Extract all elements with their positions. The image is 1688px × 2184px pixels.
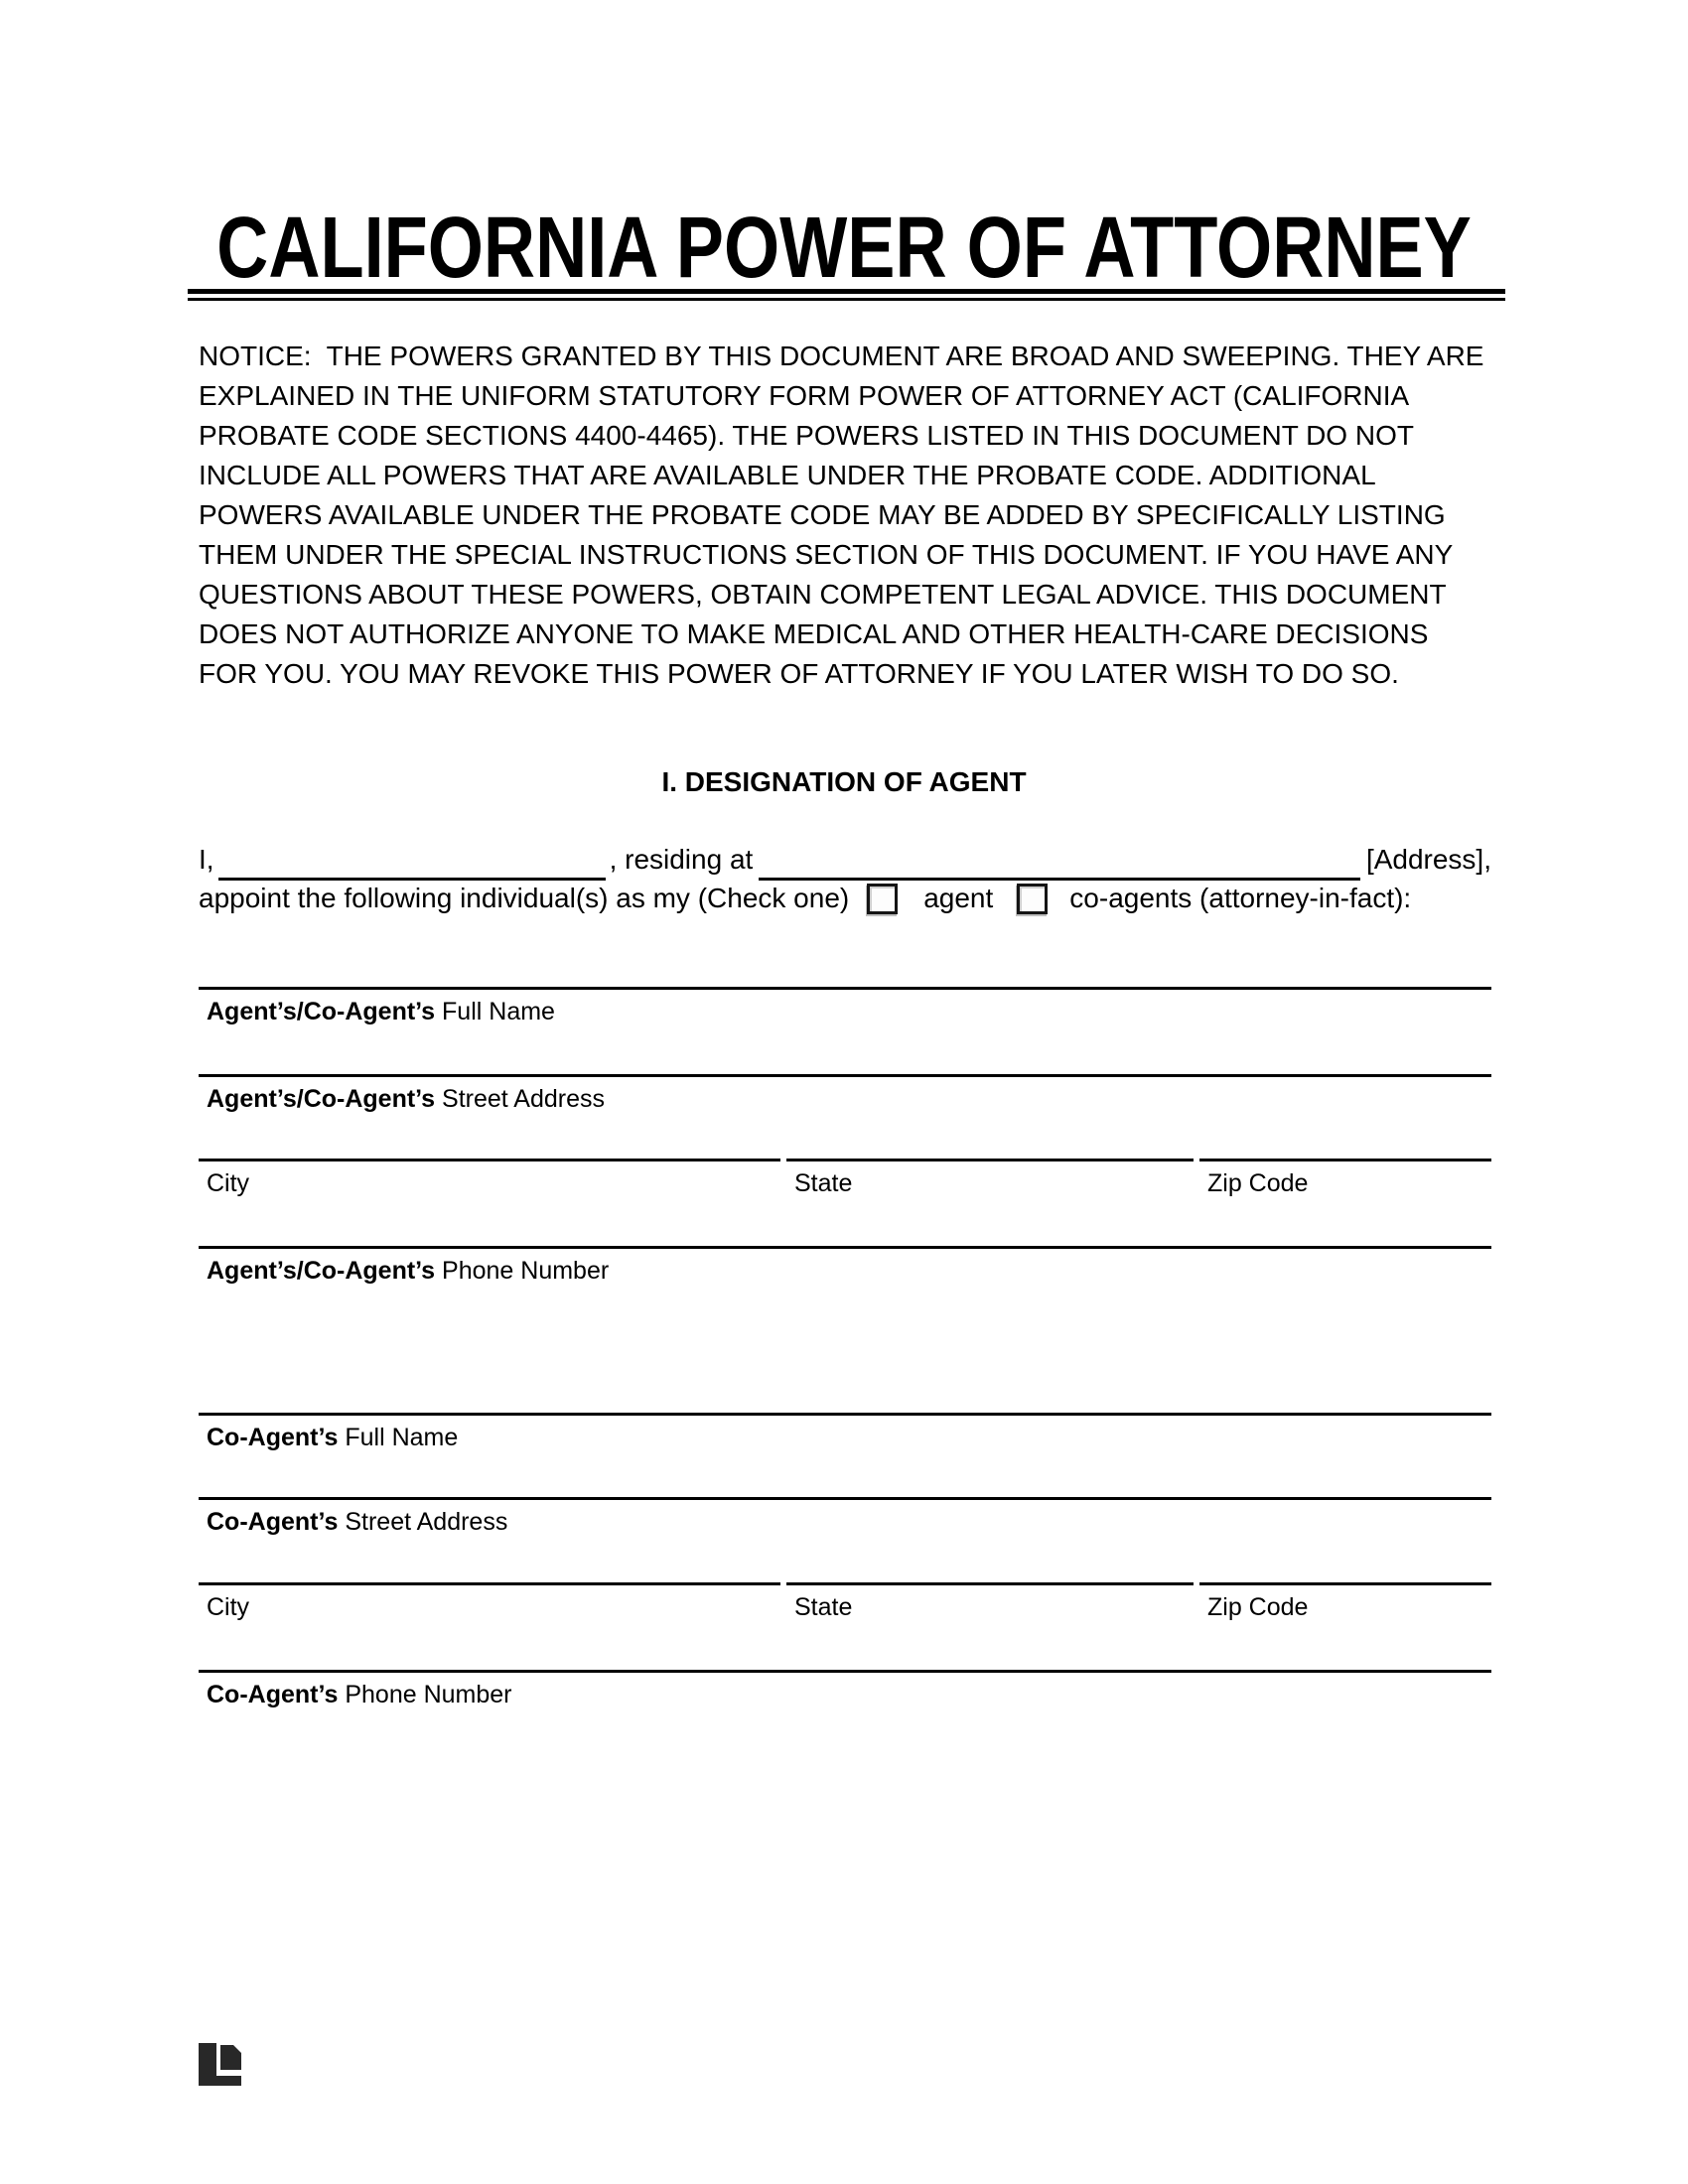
agent-street-address-row bbox=[199, 1074, 1491, 1114]
residing-at-label: , residing at bbox=[609, 844, 754, 875]
notice-line: NOTICE: THE POWERS GRANTED BY THIS DOCUMENT ARE BROAD AND SWEEPING. THEY ARE bbox=[199, 341, 1484, 371]
principal-address-field[interactable] bbox=[759, 839, 1360, 881]
zip-code-label: Zip Code bbox=[1207, 1169, 1309, 1197]
notice-line: FOR YOU. YOU MAY REVOKE THIS POWER OF ATTORNEY IF YOU LATER WISH TO DO SO. bbox=[199, 658, 1399, 689]
agent-full-name-row bbox=[199, 987, 1491, 1026]
state-label: State bbox=[794, 1169, 853, 1197]
street-address-label: Street Address bbox=[435, 1085, 606, 1113]
coagent-phone-label bbox=[199, 1681, 1491, 1709]
notice-paragraph bbox=[199, 337, 1499, 694]
state-label: State bbox=[794, 1593, 853, 1621]
coagent-full-name-row bbox=[199, 1413, 1491, 1452]
notice-line: POWERS AVAILABLE UNDER THE PROBATE CODE MAY BE ADDED BY SPECIFICALLY LISTING bbox=[199, 499, 1446, 530]
agent-state-line[interactable] bbox=[786, 1159, 1194, 1161]
agent-street-address-label bbox=[199, 1085, 1491, 1114]
legal-templates-logo-icon bbox=[199, 2043, 241, 2086]
principal-sentence bbox=[199, 839, 1491, 881]
coagent-city-field bbox=[199, 1582, 780, 1622]
phone-number-label: Phone Number bbox=[338, 1681, 512, 1708]
agent-city-line[interactable] bbox=[199, 1159, 780, 1161]
principal-name-field[interactable] bbox=[218, 839, 606, 881]
i-label: I, bbox=[199, 844, 214, 875]
coagent-state-field bbox=[786, 1582, 1194, 1622]
notice-line: THEM UNDER THE SPECIAL INSTRUCTIONS SECTION OF THIS DOCUMENT. IF YOU HAVE ANY bbox=[199, 539, 1454, 570]
agent-possessive-label: Agent’s/Co-Agent’s bbox=[207, 1257, 436, 1285]
co-agents-option-label: co-agents (attorney-in-fact): bbox=[1069, 883, 1412, 913]
full-name-label: Full Name bbox=[338, 1424, 459, 1451]
notice-line: QUESTIONS ABOUT THESE POWERS, OBTAIN COMPETENT LEGAL ADVICE. THIS DOCUMENT bbox=[199, 579, 1447, 610]
notice-line: EXPLAINED IN THE UNIFORM STATUTORY FORM POWER OF ATTORNEY ACT (CALIFORNIA bbox=[199, 380, 1410, 411]
coagent-zip-field bbox=[1199, 1582, 1491, 1622]
co-agents-checkbox[interactable] bbox=[1017, 884, 1048, 914]
agent-zip-line[interactable] bbox=[1199, 1159, 1491, 1161]
coagent-phone-row bbox=[199, 1670, 1491, 1709]
agent-phone-label bbox=[199, 1257, 1491, 1286]
agent-phone-row bbox=[199, 1246, 1491, 1286]
coagent-street-address-row bbox=[199, 1497, 1491, 1537]
appoint-text: appoint the following individual(s) as my (Check one) bbox=[199, 883, 850, 913]
agent-city-field bbox=[199, 1159, 780, 1198]
address-bracket-label: [Address], bbox=[1365, 844, 1491, 875]
designation-of-agent-heading: I. DESIGNATION OF AGENT bbox=[661, 766, 1027, 797]
coagent-possessive-label: Co-Agent’s bbox=[207, 1424, 339, 1451]
agent-state-field bbox=[786, 1159, 1194, 1198]
coagent-full-name-line[interactable] bbox=[199, 1413, 1491, 1416]
title-double-rule bbox=[188, 289, 1505, 301]
coagent-possessive-label: Co-Agent’s bbox=[207, 1681, 339, 1708]
coagent-possessive-label: Co-Agent’s bbox=[207, 1508, 339, 1536]
agent-street-address-line[interactable] bbox=[199, 1074, 1491, 1077]
agent-possessive-label: Agent’s/Co-Agent’s bbox=[207, 1085, 436, 1113]
agent-city-state-zip-row bbox=[199, 1159, 1491, 1198]
city-label: City bbox=[207, 1169, 250, 1197]
appoint-sentence bbox=[199, 878, 1491, 919]
coagent-street-address-line[interactable] bbox=[199, 1497, 1491, 1500]
agent-possessive-label: Agent’s/Co-Agent’s bbox=[207, 998, 436, 1025]
agent-full-name-label bbox=[199, 998, 1491, 1026]
zip-code-label: Zip Code bbox=[1207, 1593, 1309, 1621]
coagent-state-line[interactable] bbox=[786, 1582, 1194, 1585]
coagent-city-line[interactable] bbox=[199, 1582, 780, 1585]
coagent-zip-line[interactable] bbox=[1199, 1582, 1491, 1585]
agent-phone-line[interactable] bbox=[199, 1246, 1491, 1249]
notice-line: INCLUDE ALL POWERS THAT ARE AVAILABLE UNDER THE PROBATE CODE. ADDITIONAL bbox=[199, 460, 1376, 490]
city-label: City bbox=[207, 1593, 250, 1621]
full-name-label: Full Name bbox=[435, 998, 555, 1025]
agent-full-name-line[interactable] bbox=[199, 987, 1491, 990]
coagent-street-address-label bbox=[199, 1508, 1491, 1537]
agent-option-label: agent bbox=[923, 883, 994, 913]
street-address-label: Street Address bbox=[338, 1508, 508, 1536]
page-title: CALIFORNIA POWER OF ATTORNEY bbox=[216, 200, 1472, 296]
notice-line: DOES NOT AUTHORIZE ANYONE TO MAKE MEDICAL AND OTHER HEALTH-CARE DECISIONS bbox=[199, 618, 1429, 649]
coagent-full-name-label bbox=[199, 1424, 1491, 1452]
coagent-phone-line[interactable] bbox=[199, 1670, 1491, 1673]
agent-zip-field bbox=[1199, 1159, 1491, 1198]
notice-line: PROBATE CODE SECTIONS 4400-4465). THE POWERS LISTED IN THIS DOCUMENT DO NOT bbox=[199, 420, 1414, 451]
coagent-city-state-zip-row bbox=[199, 1582, 1491, 1622]
agent-checkbox[interactable] bbox=[867, 884, 898, 914]
phone-number-label: Phone Number bbox=[435, 1257, 610, 1285]
